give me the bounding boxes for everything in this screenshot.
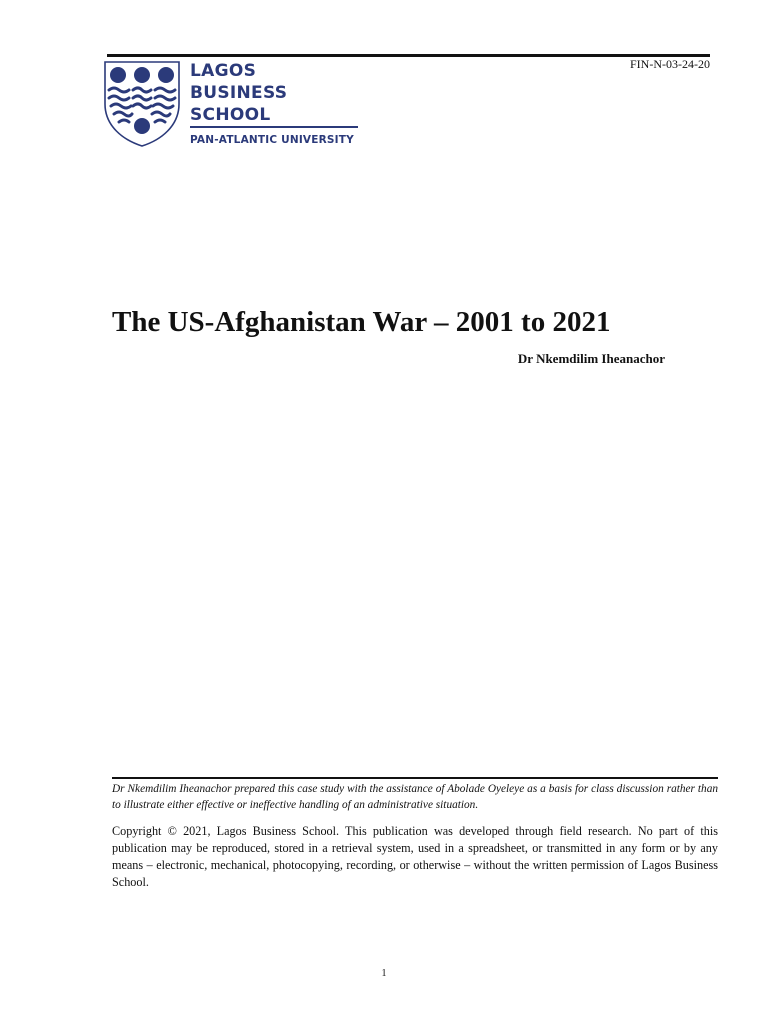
copyright-notice: Copyright © 2021, Lagos Business School. This publication was developed through field research. No part of this publication may be reproduced, stored in a retrieval system, used in a spreadsheet, or transmitted in any form or by any means – electronic, mechanical, photocopying, recording, or otherwise – without the written permission of Lagos Business School. — [112, 824, 718, 889]
logo-wordmark — [190, 60, 287, 126]
logo-subtitle: PAN-ATLANTIC UNIVERSITY — [190, 134, 354, 146]
footnote-rule — [112, 777, 718, 779]
lbs-logo — [103, 60, 363, 152]
shield-crest-icon — [103, 60, 181, 148]
document-title: The US-Afghanistan War – 2001 to 2021 — [112, 306, 611, 338]
footnote: Dr Nkemdilim Iheanachor prepared this case study with the assistance of Abolade Oyeleye as a basis for class discussion rather than to illustrate either effective or ineffective handling of an administrative situation. — [112, 783, 718, 811]
page-number: 1 — [381, 968, 387, 979]
logo-line: SCHOOL — [190, 105, 271, 125]
logo-line: BUSINESS — [190, 83, 288, 103]
logo-line: LAGOS — [190, 61, 257, 81]
logo-divider — [190, 126, 358, 128]
document-code: FIN-N-03-24-20 — [630, 57, 710, 71]
author-name: Dr Nkemdilim Iheanachor — [517, 351, 665, 366]
header-rule — [107, 54, 710, 57]
